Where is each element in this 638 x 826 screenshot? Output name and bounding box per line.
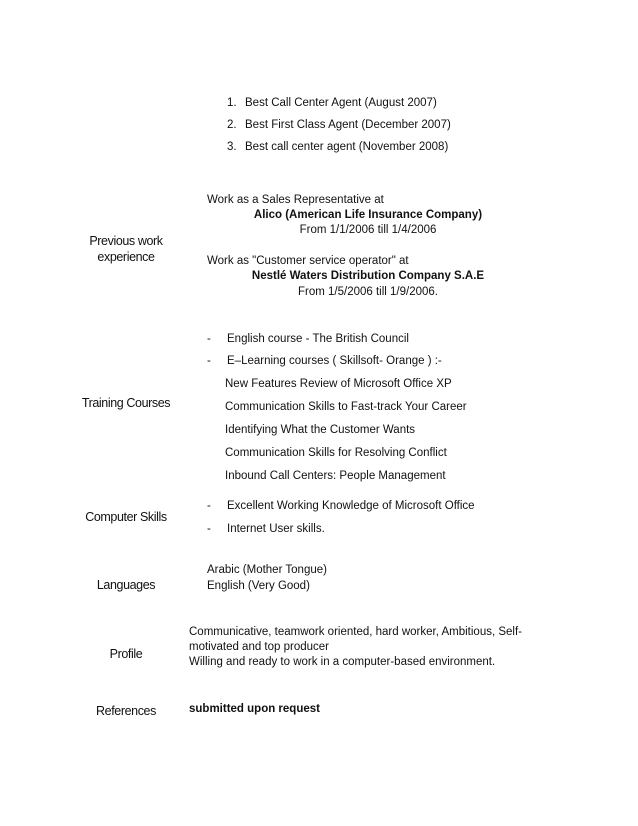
skill-text: Internet User skills. xyxy=(227,523,325,535)
achievement-text: Best Call Center Agent (August 2007) xyxy=(245,97,437,109)
skill-text: Excellent Working Knowledge of Microsoft Office xyxy=(227,500,475,512)
job1-intro: Work as a Sales Representative at xyxy=(207,194,384,206)
achievement-text: Best call center agent (November 2008) xyxy=(245,141,449,153)
list-number: 3. xyxy=(227,141,237,153)
training-subitem: Identifying What the Customer Wants xyxy=(225,424,416,436)
list-number: 1. xyxy=(227,97,237,109)
label-line: Previous work xyxy=(89,234,163,248)
label-line: experience xyxy=(97,250,155,264)
achievement-item xyxy=(227,141,448,153)
references-value: submitted upon request xyxy=(189,703,320,715)
job2-company: Nestlé Waters Distribution Company S.A.E xyxy=(251,270,485,282)
training-subitem: Inbound Call Centers: People Management xyxy=(225,470,446,482)
profile-line: motivated and top producer xyxy=(189,641,330,653)
bullet-dash: - xyxy=(207,333,211,345)
section-label-training: Training Courses xyxy=(81,396,171,410)
profile-line: Communicative, teamwork oriented, hard worker, Ambitious, Self- xyxy=(189,626,522,638)
bullet-dash: - xyxy=(207,500,211,512)
job2-intro: Work as "Customer service operator" at xyxy=(207,255,409,267)
job2-dates: From 1/5/2006 till 1/9/2006. xyxy=(298,286,438,298)
section-label-references: References xyxy=(96,704,156,718)
list-number: 2. xyxy=(227,119,237,131)
achievement-item xyxy=(227,97,437,109)
training-item xyxy=(207,333,409,345)
language-item: English (Very Good) xyxy=(207,580,310,592)
training-item xyxy=(207,355,442,367)
achievement-text: Best First Class Agent (December 2007) xyxy=(245,119,451,131)
profile-line: Willing and ready to work in a computer-based environment. xyxy=(189,656,496,668)
section-label-languages: Languages xyxy=(96,578,156,592)
training-text: E–Learning courses ( Skillsoft- Orange ) :- xyxy=(227,355,442,367)
skill-item xyxy=(207,523,325,535)
training-text: English course - The British Council xyxy=(227,333,409,345)
section-label-experience xyxy=(70,234,182,264)
achievement-item xyxy=(227,119,451,131)
bullet-dash: - xyxy=(207,523,211,535)
section-label-computer-skills: Computer Skills xyxy=(85,510,167,524)
section-label-profile: Profile xyxy=(109,647,143,661)
bullet-dash: - xyxy=(207,355,211,367)
job1-company: Alico (American Life Insurance Company) xyxy=(253,209,483,221)
job1-dates: From 1/1/2006 till 1/4/2006 xyxy=(299,224,437,236)
training-subitem: Communication Skills to Fast-track Your Career xyxy=(225,401,467,413)
training-subitem: New Features Review of Microsoft Office XP xyxy=(225,378,452,390)
language-item: Arabic (Mother Tongue) xyxy=(207,564,327,576)
training-subitem: Communication Skills for Resolving Conflict xyxy=(225,447,447,459)
skill-item xyxy=(207,500,475,512)
